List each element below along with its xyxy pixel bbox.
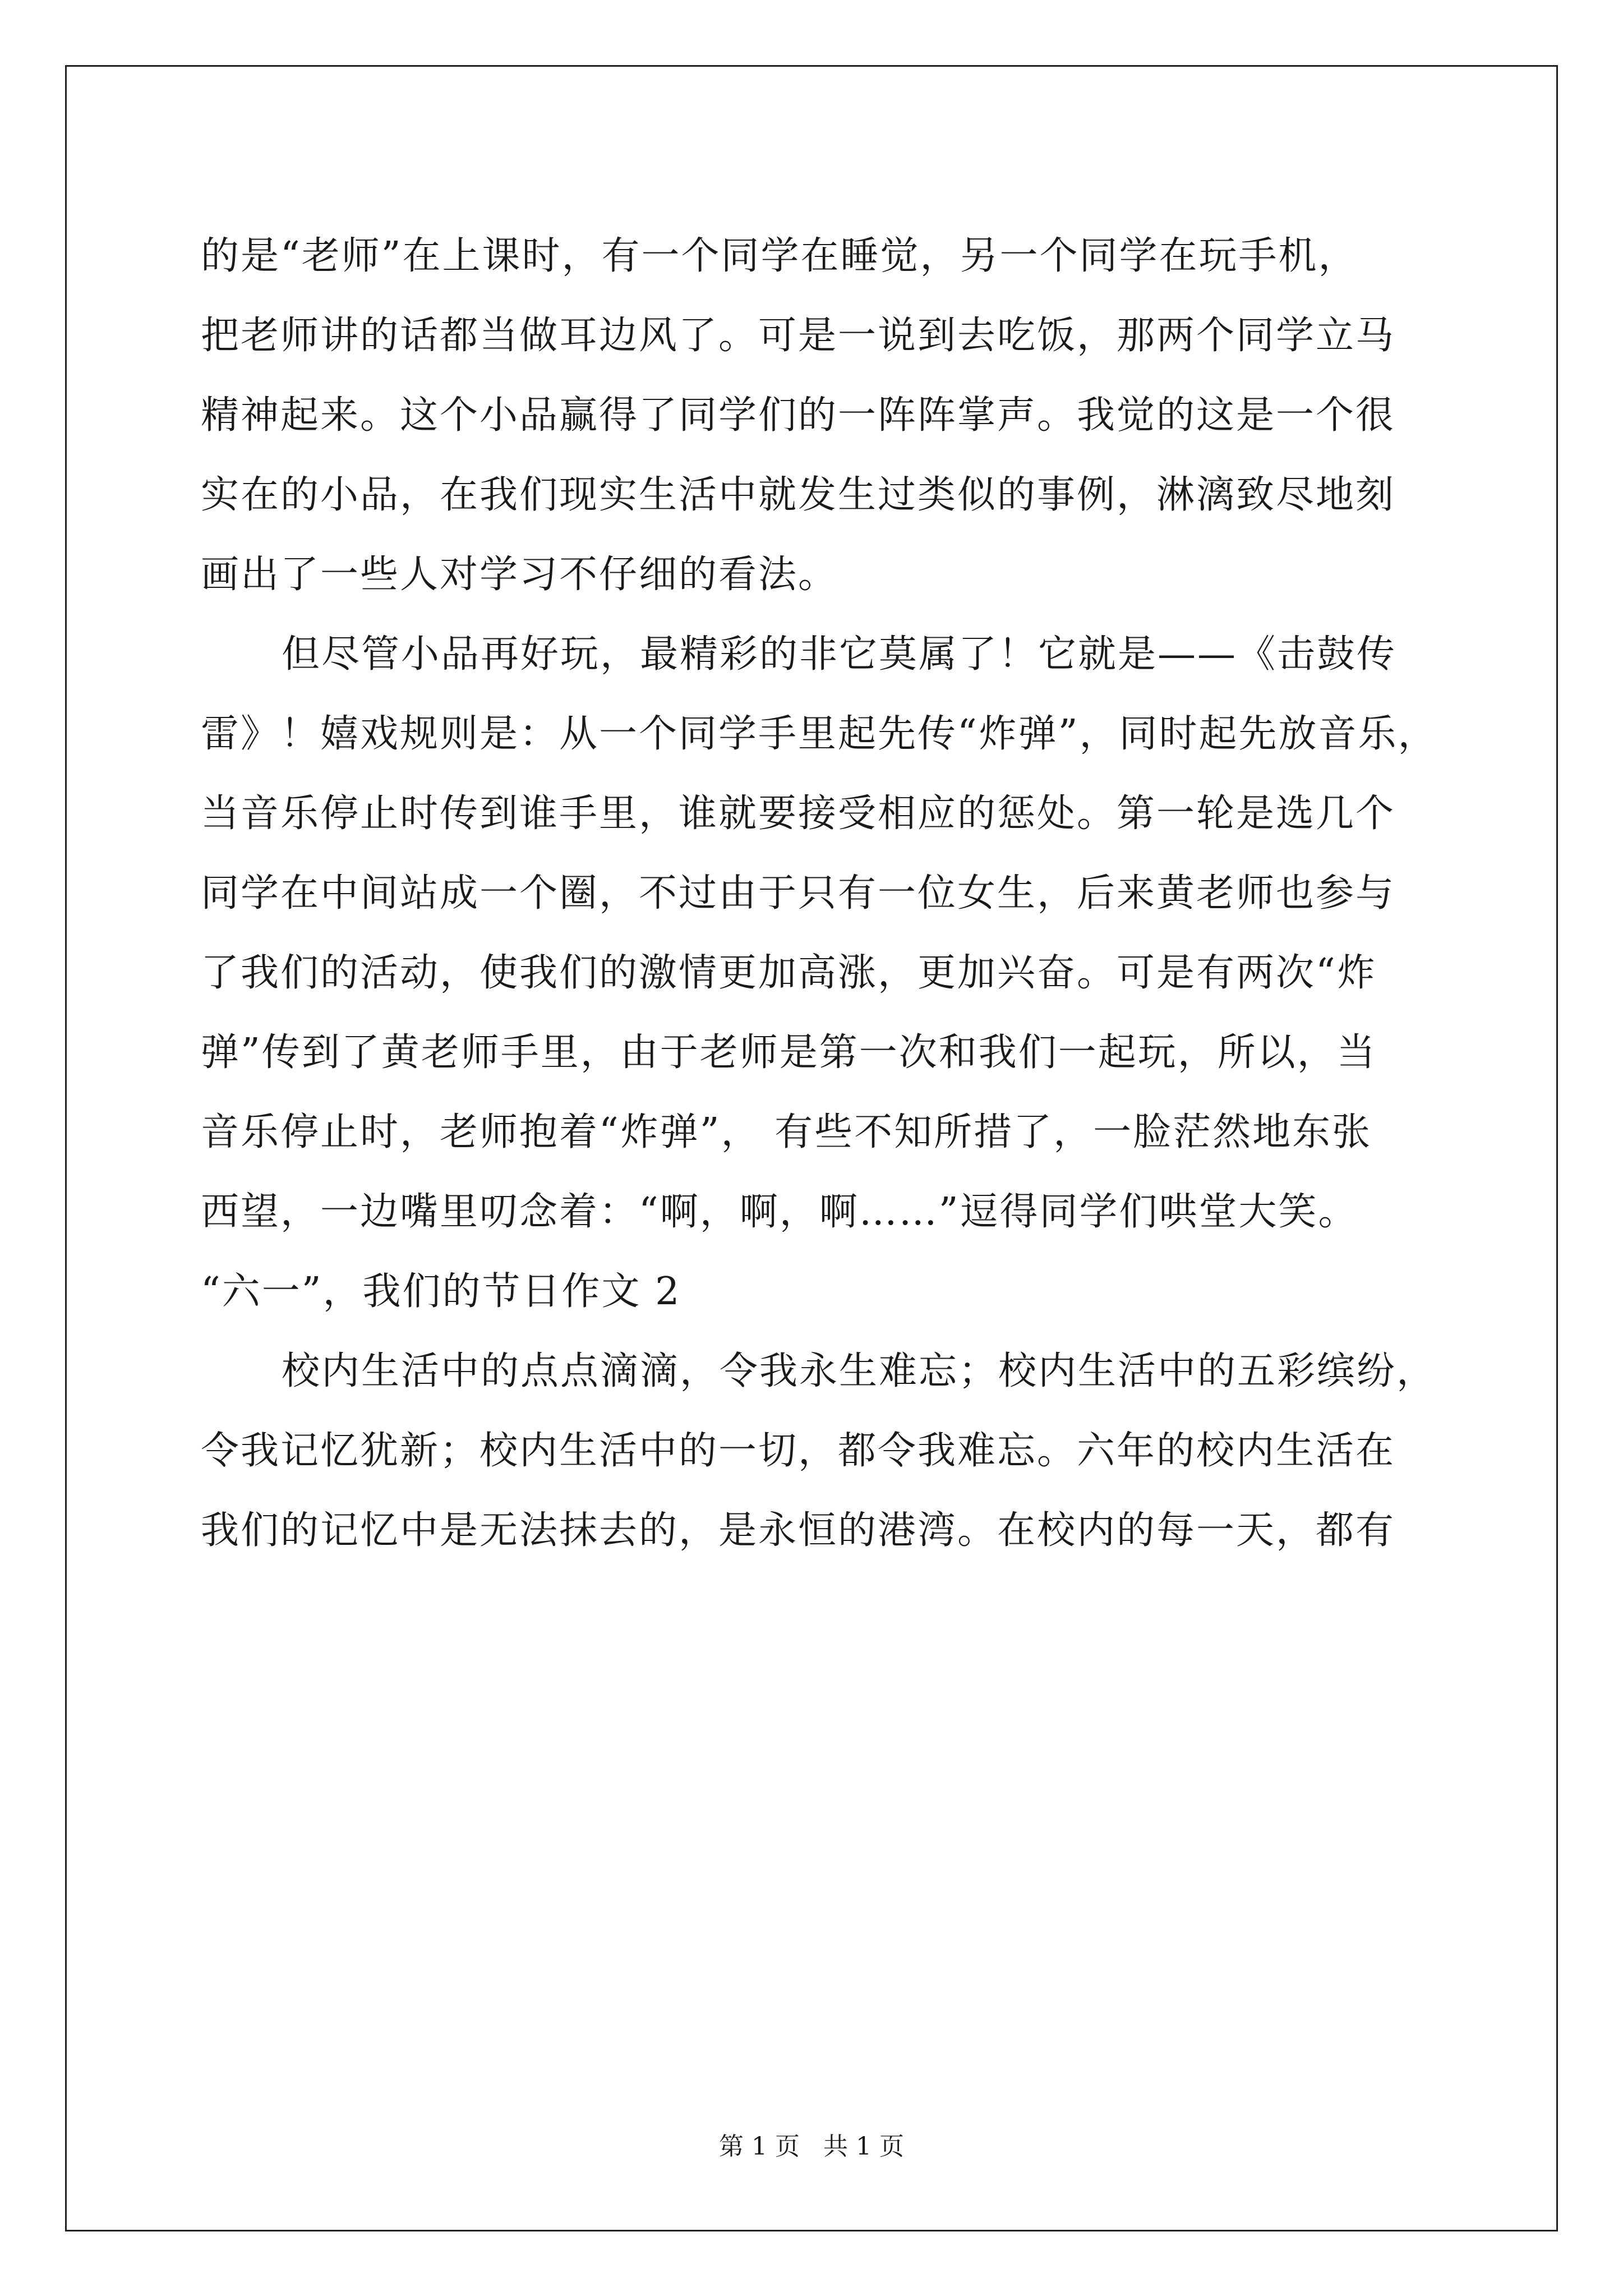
text-line: 弹”传到了黄老师手里，由于老师是第一次和我们一起玩，所以，当 bbox=[201, 1030, 1377, 1075]
text-line: 了我们的活动，使我们的激情更加高涨，更加兴奋。可是有两次“炸 bbox=[201, 951, 1377, 995]
text-line: 把老师讲的话都当做耳边风了。可是一说到去吃饭，那两个同学立马 bbox=[201, 314, 1396, 358]
text-line: 画出了一些人对学习不仔细的看法。 bbox=[201, 553, 838, 597]
paragraph-start-line: 但尽管小品再好玩，最精彩的非它莫属了！它就是——《击鼓传 bbox=[282, 632, 1397, 677]
page-footer bbox=[0, 2126, 1623, 2162]
text-line: 同学在中间站成一个圈，不过由于只有一位女生，后来黄老师也参与 bbox=[201, 871, 1396, 915]
paragraph-start-line: 校内生活中的点点滴滴，令我永生难忘；校内生活中的五彩缤纷， bbox=[282, 1349, 1437, 1393]
text-line: 实在的小品，在我们现实生活中就发生过类似的事例，淋漓致尽地刻 bbox=[201, 473, 1396, 517]
text-line: 雷》！嬉戏规则是：从一个同学手里起先传“炸弹”，同时起先放音乐， bbox=[201, 712, 1438, 756]
text-line: 的是“老师”在上课时，有一个同学在睡觉，另一个同学在玩手机， bbox=[201, 234, 1358, 278]
page-number-current: 第 1 页 bbox=[719, 2132, 800, 2161]
text-line: 精神起来。这个小品赢得了同学们的一阵阵掌声。我觉的这是一个很 bbox=[201, 393, 1396, 438]
page-number-total: 共 1 页 bbox=[823, 2132, 904, 2161]
text-line: 当音乐停止时传到谁手里，谁就要接受相应的惩处。第一轮是选几个 bbox=[201, 792, 1396, 836]
document-body bbox=[201, 217, 1438, 1571]
text-line: 音乐停止时，老师抱着“炸弹”， 有些不知所措了，一脸茫然地东张 bbox=[201, 1110, 1372, 1154]
text-line: 我们的记忆中是无法抹去的，是永恒的港湾。在校内的每一天，都有 bbox=[201, 1508, 1396, 1553]
text-line: 西望，一边嘴里叨念着：“啊，啊，啊……”逗得同学们哄堂大笑。 bbox=[201, 1190, 1358, 1234]
section-heading: “六一”，我们的节日作文 2 bbox=[201, 1269, 681, 1314]
text-line: 令我记忆犹新；校内生活中的一切，都令我难忘。六年的校内生活在 bbox=[201, 1429, 1396, 1473]
